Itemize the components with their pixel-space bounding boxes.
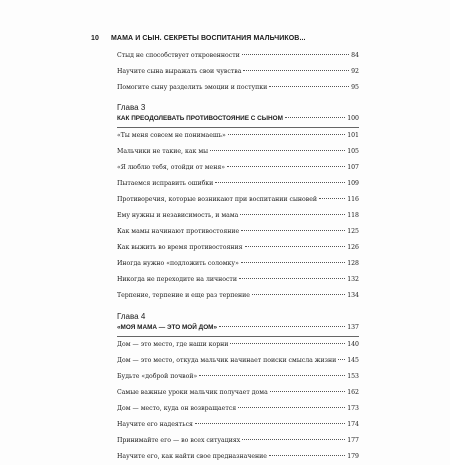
chapter-label: Глава 4 (117, 312, 146, 321)
toc-entry-page: 84 (351, 52, 359, 59)
dot-leader (219, 326, 345, 327)
chapter-title-row (117, 113, 359, 124)
toc-entry (117, 176, 359, 192)
toc-entry-title: Помогите сыну разделить эмоции и поступки (117, 84, 268, 91)
toc-entry-title: «Я люблю тебя, отойди от меня» (117, 164, 226, 171)
toc-entry-page: 134 (347, 292, 359, 299)
toc-entry-page: 177 (347, 437, 359, 444)
toc-entry (117, 144, 359, 160)
chapter-title: КАК ПРЕОДОЛЕВАТЬ ПРОТИВОСТОЯНИЕ С СЫНОМ (117, 115, 283, 122)
toc-entry-title: Самые важные уроки мальчик получает дома (117, 389, 268, 396)
dot-leader (195, 423, 345, 424)
toc-entry-title: Научите его надеяться (117, 421, 193, 428)
dot-leader (319, 198, 345, 199)
toc-entry-title: Дом — это место, откуда мальчик начинает поиски смысла жизни (117, 357, 337, 364)
toc-entry (117, 48, 359, 64)
chapter-page: 100 (347, 115, 359, 122)
toc-entry-page: 140 (347, 341, 359, 348)
toc-entry (117, 433, 359, 449)
toc-entry-title: Дом — это место, где наши корни (117, 341, 229, 348)
dot-leader (285, 117, 345, 118)
chapter-label: Глава 3 (117, 103, 146, 112)
dot-leader (199, 375, 345, 376)
toc-entry-page: 179 (347, 453, 359, 460)
toc-entry-title: Противоречия, которые возникают при воспитании сыновей (117, 196, 317, 203)
dot-leader (240, 214, 345, 215)
dot-leader (210, 150, 345, 151)
toc-entry-title: Мальчики не такие, как мы (117, 148, 209, 155)
toc-entry-page: 101 (347, 132, 359, 139)
toc-entry-page: 173 (347, 405, 359, 412)
toc-entry (117, 64, 359, 80)
toc-entry (117, 417, 359, 433)
dot-leader (242, 439, 345, 440)
chapter-4-heading (117, 312, 359, 337)
toc-entry-title: «Ты меня совсем не понимаешь» (117, 132, 226, 139)
dot-leader (241, 230, 345, 231)
toc-entry-page: 162 (347, 389, 359, 396)
dot-leader (227, 166, 345, 167)
dot-leader (338, 359, 345, 360)
toc-entry-title: Пытаемся исправить ошибки (117, 180, 214, 187)
toc-entry-title: Терпение, терпение и еще раз терпение (117, 292, 250, 299)
toc-entry-page: 132 (347, 276, 359, 283)
toc-entry (117, 256, 359, 272)
toc-entry-title: Никогда не переходите на личности (117, 276, 237, 283)
dot-leader (269, 86, 349, 87)
toc-entry-page: 118 (347, 212, 359, 219)
toc-entry-title: Иногда нужно «подложить соломку» (117, 260, 239, 267)
toc-entry (117, 449, 359, 465)
toc-entry-title: Научите его, как найти свое предназначение (117, 453, 267, 460)
toc-entry (117, 128, 359, 144)
toc-entry-title: Научите сына выражать свои чувства (117, 68, 242, 75)
toc-entry-title: Как выжить во время противостояния (117, 244, 243, 251)
toc-entry-page: 107 (347, 164, 359, 171)
dot-leader (215, 182, 345, 183)
toc-entry-page: 145 (347, 357, 359, 364)
toc-entry (117, 224, 359, 240)
page-number: 10 (91, 35, 99, 42)
chapter-3-entries (117, 128, 359, 304)
toc-entry (117, 240, 359, 256)
toc-entry-page: 95 (351, 84, 359, 91)
dot-leader (243, 70, 349, 71)
toc-entry-title: Принимайте его — во всех ситуациях (117, 437, 241, 444)
toc-entry (117, 337, 359, 353)
toc-entry-title: Как мамы начинают противостояние (117, 228, 240, 235)
toc-entry-page: 125 (347, 228, 359, 235)
table-of-contents (117, 48, 359, 465)
dot-leader (242, 54, 349, 55)
toc-entry-page: 92 (351, 68, 359, 75)
toc-entry (117, 160, 359, 176)
toc-entry-title: Ему нужны и независимость, и мама (117, 212, 239, 219)
toc-entry-page: 153 (347, 373, 359, 380)
toc-entry-title: Будьте «доброй почвой» (117, 373, 198, 380)
toc-entry (117, 401, 359, 417)
dot-leader (241, 262, 345, 263)
running-header (91, 35, 306, 42)
dot-leader (252, 294, 345, 295)
toc-entry (117, 288, 359, 304)
dot-leader (239, 278, 345, 279)
chapter-title: «МОЯ МАМА — ЭТО МОЙ ДОМ» (117, 324, 218, 331)
chapter-4-entries (117, 337, 359, 465)
running-title: МАМА И СЫН. СЕКРЕТЫ ВОСПИТАНИЯ МАЛЬЧИКОВ... (111, 35, 306, 42)
toc-entry-title: Дом — место, куда он возвращается (117, 405, 237, 412)
toc-entry-page: 105 (347, 148, 359, 155)
dot-leader (238, 407, 345, 408)
dot-leader (230, 343, 345, 344)
toc-entry-page: 128 (347, 260, 359, 267)
chapter-title-row (117, 322, 359, 333)
toc-entry (117, 353, 359, 369)
toc-entry (117, 80, 359, 96)
toc-entry-title: Стыд не способствует откровенности (117, 52, 240, 59)
intro-entries (117, 48, 359, 96)
toc-entry-page: 174 (347, 421, 359, 428)
toc-entry (117, 272, 359, 288)
toc-entry (117, 192, 359, 208)
toc-entry (117, 385, 359, 401)
dot-leader (228, 134, 345, 135)
chapter-3-heading (117, 103, 359, 128)
chapter-page: 137 (347, 324, 359, 331)
toc-entry (117, 369, 359, 385)
toc-entry-page: 126 (347, 244, 359, 251)
dot-leader (269, 455, 345, 456)
toc-entry-page: 109 (347, 180, 359, 187)
toc-entry (117, 208, 359, 224)
dot-leader (270, 391, 345, 392)
toc-entry-page: 116 (347, 196, 359, 203)
dot-leader (245, 246, 346, 247)
